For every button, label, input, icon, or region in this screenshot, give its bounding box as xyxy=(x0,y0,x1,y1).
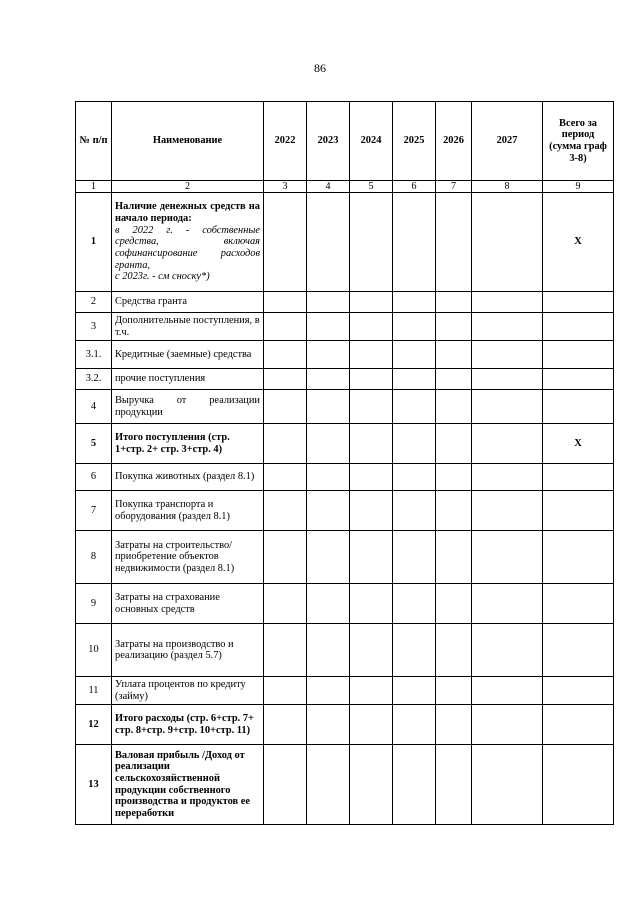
cell-2022[interactable] xyxy=(264,313,307,341)
row-name: Покупка животных (раздел 8.1) xyxy=(112,464,264,491)
row-number: 5 xyxy=(76,424,112,464)
cell-2024[interactable] xyxy=(350,341,393,369)
column-number: 9 xyxy=(543,181,614,193)
cell-2022[interactable] xyxy=(264,341,307,369)
cell-2027[interactable] xyxy=(472,341,543,369)
header-name: Наименование xyxy=(112,102,264,181)
cell-2026[interactable] xyxy=(436,292,472,313)
cell-total[interactable] xyxy=(543,624,614,677)
cell-2024[interactable] xyxy=(350,313,393,341)
column-number: 5 xyxy=(350,181,393,193)
cell-total[interactable] xyxy=(543,390,614,424)
column-number-row xyxy=(76,181,614,193)
cell-2026[interactable] xyxy=(436,531,472,584)
cell-2027[interactable] xyxy=(472,584,543,624)
row-name: Итого расходы (стр. 6+стр. 7+ стр. 8+стр. 9+стр. 10+стр. 11) xyxy=(112,705,264,745)
cell-total[interactable] xyxy=(543,341,614,369)
cell-2024[interactable] xyxy=(350,464,393,491)
cell-2025[interactable] xyxy=(393,193,436,292)
cell-2026[interactable] xyxy=(436,677,472,705)
row-name: Затраты на строительство/приобретение объектов недвижимости (раздел 8.1) xyxy=(112,531,264,584)
budget-table xyxy=(75,101,614,825)
cell-2026[interactable] xyxy=(436,341,472,369)
header-year-2022: 2022 xyxy=(264,102,307,181)
cell-total: X xyxy=(543,424,614,464)
cell-2023[interactable] xyxy=(307,313,350,341)
row-number: 10 xyxy=(76,624,112,677)
cell-total[interactable] xyxy=(543,369,614,390)
cell-2027[interactable] xyxy=(472,624,543,677)
cell-2023[interactable] xyxy=(307,705,350,745)
row-number: 3.2. xyxy=(76,369,112,390)
table-row xyxy=(76,624,614,677)
cell-2025[interactable] xyxy=(393,424,436,464)
cell-total[interactable] xyxy=(543,705,614,745)
table-row xyxy=(76,341,614,369)
row-number: 3.1. xyxy=(76,341,112,369)
cell-2024[interactable] xyxy=(350,624,393,677)
table-row xyxy=(76,677,614,705)
cell-2027[interactable] xyxy=(472,464,543,491)
cell-2025[interactable] xyxy=(393,313,436,341)
cell-total[interactable] xyxy=(543,584,614,624)
row-number: 7 xyxy=(76,491,112,531)
cell-2024[interactable] xyxy=(350,390,393,424)
row-number: 13 xyxy=(76,745,112,825)
row-name-bold: Наличие денежных средств на начало периода: xyxy=(115,201,260,225)
cell-2025[interactable] xyxy=(393,491,436,531)
cell-2023[interactable] xyxy=(307,464,350,491)
cell-2023[interactable] xyxy=(307,292,350,313)
row-number: 2 xyxy=(76,292,112,313)
header-year-2026: 2026 xyxy=(436,102,472,181)
row-name: Валовая прибыль /Доход от реализации сельскохозяйственной продукции собственного производства и продуктов ее переработки xyxy=(112,745,264,825)
row-number: 6 xyxy=(76,464,112,491)
cell-2027[interactable] xyxy=(472,390,543,424)
cell-2023[interactable] xyxy=(307,531,350,584)
header-year-2023: 2023 xyxy=(307,102,350,181)
cell-2026[interactable] xyxy=(436,193,472,292)
cell-2023[interactable] xyxy=(307,341,350,369)
cell-2026[interactable] xyxy=(436,369,472,390)
row-number: 3 xyxy=(76,313,112,341)
table-row xyxy=(76,292,614,313)
cell-2026[interactable] xyxy=(436,491,472,531)
row-number: 9 xyxy=(76,584,112,624)
cell-2027[interactable] xyxy=(472,491,543,531)
row-name: прочие поступления xyxy=(112,369,264,390)
column-number: 8 xyxy=(472,181,543,193)
cell-2023[interactable] xyxy=(307,745,350,825)
header-year-2025: 2025 xyxy=(393,102,436,181)
cell-total[interactable] xyxy=(543,313,614,341)
row-name xyxy=(112,193,264,292)
table-row xyxy=(76,424,614,464)
cell-2025[interactable] xyxy=(393,369,436,390)
cell-2026[interactable] xyxy=(436,745,472,825)
cell-2025[interactable] xyxy=(393,341,436,369)
cell-2022[interactable] xyxy=(264,584,307,624)
table-row xyxy=(76,390,614,424)
table-row xyxy=(76,369,614,390)
cell-total: X xyxy=(543,193,614,292)
row-name-note-footnote: с 2023г. - см сноску*) xyxy=(115,271,210,283)
column-number: 7 xyxy=(436,181,472,193)
cell-2024[interactable] xyxy=(350,677,393,705)
cell-2025[interactable] xyxy=(393,531,436,584)
row-number: 12 xyxy=(76,705,112,745)
cell-2025[interactable] xyxy=(393,292,436,313)
cell-2026[interactable] xyxy=(436,424,472,464)
cell-2024[interactable] xyxy=(350,193,393,292)
table-row xyxy=(76,531,614,584)
cell-2022[interactable] xyxy=(264,624,307,677)
header-num: № п/п xyxy=(76,102,112,181)
header-row xyxy=(76,102,614,181)
cell-2022[interactable] xyxy=(264,705,307,745)
cell-2022[interactable] xyxy=(264,369,307,390)
row-name-note: в 2022 г. - собственные средства, включая софинансирование расходов гранта, xyxy=(115,224,260,271)
cell-2027[interactable] xyxy=(472,745,543,825)
cell-2023[interactable] xyxy=(307,677,350,705)
cell-2027[interactable] xyxy=(472,313,543,341)
cell-2022[interactable] xyxy=(264,677,307,705)
cell-2023[interactable] xyxy=(307,390,350,424)
table-row xyxy=(76,313,614,341)
cell-total[interactable] xyxy=(543,531,614,584)
cell-2024[interactable] xyxy=(350,531,393,584)
cell-2022[interactable] xyxy=(264,464,307,491)
table-row xyxy=(76,193,614,292)
cell-2024[interactable] xyxy=(350,424,393,464)
cell-2023[interactable] xyxy=(307,424,350,464)
row-number: 1 xyxy=(76,193,112,292)
cell-total[interactable] xyxy=(543,292,614,313)
table-row xyxy=(76,584,614,624)
row-number: 8 xyxy=(76,531,112,584)
cell-2023[interactable] xyxy=(307,624,350,677)
header-total: Всего за период (сумма граф 3-8) xyxy=(543,102,614,181)
cell-2027[interactable] xyxy=(472,424,543,464)
column-number: 4 xyxy=(307,181,350,193)
cell-2024[interactable] xyxy=(350,292,393,313)
table-row xyxy=(76,705,614,745)
cell-2026[interactable] xyxy=(436,313,472,341)
row-name: Выручка от реализации продукции xyxy=(112,390,264,424)
row-number: 11 xyxy=(76,677,112,705)
cell-total[interactable] xyxy=(543,464,614,491)
header-year-2027: 2027 xyxy=(472,102,543,181)
cell-2023[interactable] xyxy=(307,193,350,292)
cell-2024[interactable] xyxy=(350,369,393,390)
table-row xyxy=(76,491,614,531)
cell-2025[interactable] xyxy=(393,390,436,424)
cell-2023[interactable] xyxy=(307,491,350,531)
cell-2025[interactable] xyxy=(393,677,436,705)
cell-2027[interactable] xyxy=(472,193,543,292)
cell-2025[interactable] xyxy=(393,584,436,624)
cell-2026[interactable] xyxy=(436,584,472,624)
cell-2027[interactable] xyxy=(472,292,543,313)
cell-2022[interactable] xyxy=(264,424,307,464)
row-name: Дополнительные поступления, в т.ч. xyxy=(112,313,264,341)
cell-2022[interactable] xyxy=(264,491,307,531)
cell-2026[interactable] xyxy=(436,705,472,745)
cell-2024[interactable] xyxy=(350,491,393,531)
cell-2026[interactable] xyxy=(436,464,472,491)
row-name: Средства гранта xyxy=(112,292,264,313)
cell-2024[interactable] xyxy=(350,745,393,825)
cell-2027[interactable] xyxy=(472,705,543,745)
cell-2027[interactable] xyxy=(472,531,543,584)
table-row xyxy=(76,745,614,825)
cell-2025[interactable] xyxy=(393,705,436,745)
cell-2027[interactable] xyxy=(472,369,543,390)
cell-2022[interactable] xyxy=(264,292,307,313)
cell-2022[interactable] xyxy=(264,193,307,292)
row-number: 4 xyxy=(76,390,112,424)
cell-2023[interactable] xyxy=(307,369,350,390)
cell-2022[interactable] xyxy=(264,390,307,424)
cell-2025[interactable] xyxy=(393,745,436,825)
column-number: 3 xyxy=(264,181,307,193)
column-number: 6 xyxy=(393,181,436,193)
cell-2022[interactable] xyxy=(264,745,307,825)
row-name: Кредитные (заемные) средства xyxy=(112,341,264,369)
cell-total[interactable] xyxy=(543,677,614,705)
column-number: 2 xyxy=(112,181,264,193)
cell-2024[interactable] xyxy=(350,705,393,745)
cell-2022[interactable] xyxy=(264,531,307,584)
cell-2026[interactable] xyxy=(436,624,472,677)
row-name: Покупка транспорта и оборудования (раздел 8.1) xyxy=(112,491,264,531)
cell-total[interactable] xyxy=(543,745,614,825)
row-name: Итого поступления (стр. 1+стр. 2+ стр. 3+стр. 4) xyxy=(112,424,264,464)
row-name: Затраты на страхование основных средств xyxy=(112,584,264,624)
column-number: 1 xyxy=(76,181,112,193)
row-name: Затраты на производство и реализацию (раздел 5.7) xyxy=(112,624,264,677)
cell-2026[interactable] xyxy=(436,390,472,424)
cell-total[interactable] xyxy=(543,491,614,531)
row-name: Уплата процентов по кредиту (займу) xyxy=(112,677,264,705)
table-row xyxy=(76,464,614,491)
cell-2024[interactable] xyxy=(350,584,393,624)
cell-2023[interactable] xyxy=(307,584,350,624)
cell-2027[interactable] xyxy=(472,677,543,705)
cell-2025[interactable] xyxy=(393,624,436,677)
page-number: 86 xyxy=(314,61,326,75)
cell-2025[interactable] xyxy=(393,464,436,491)
header-year-2024: 2024 xyxy=(350,102,393,181)
